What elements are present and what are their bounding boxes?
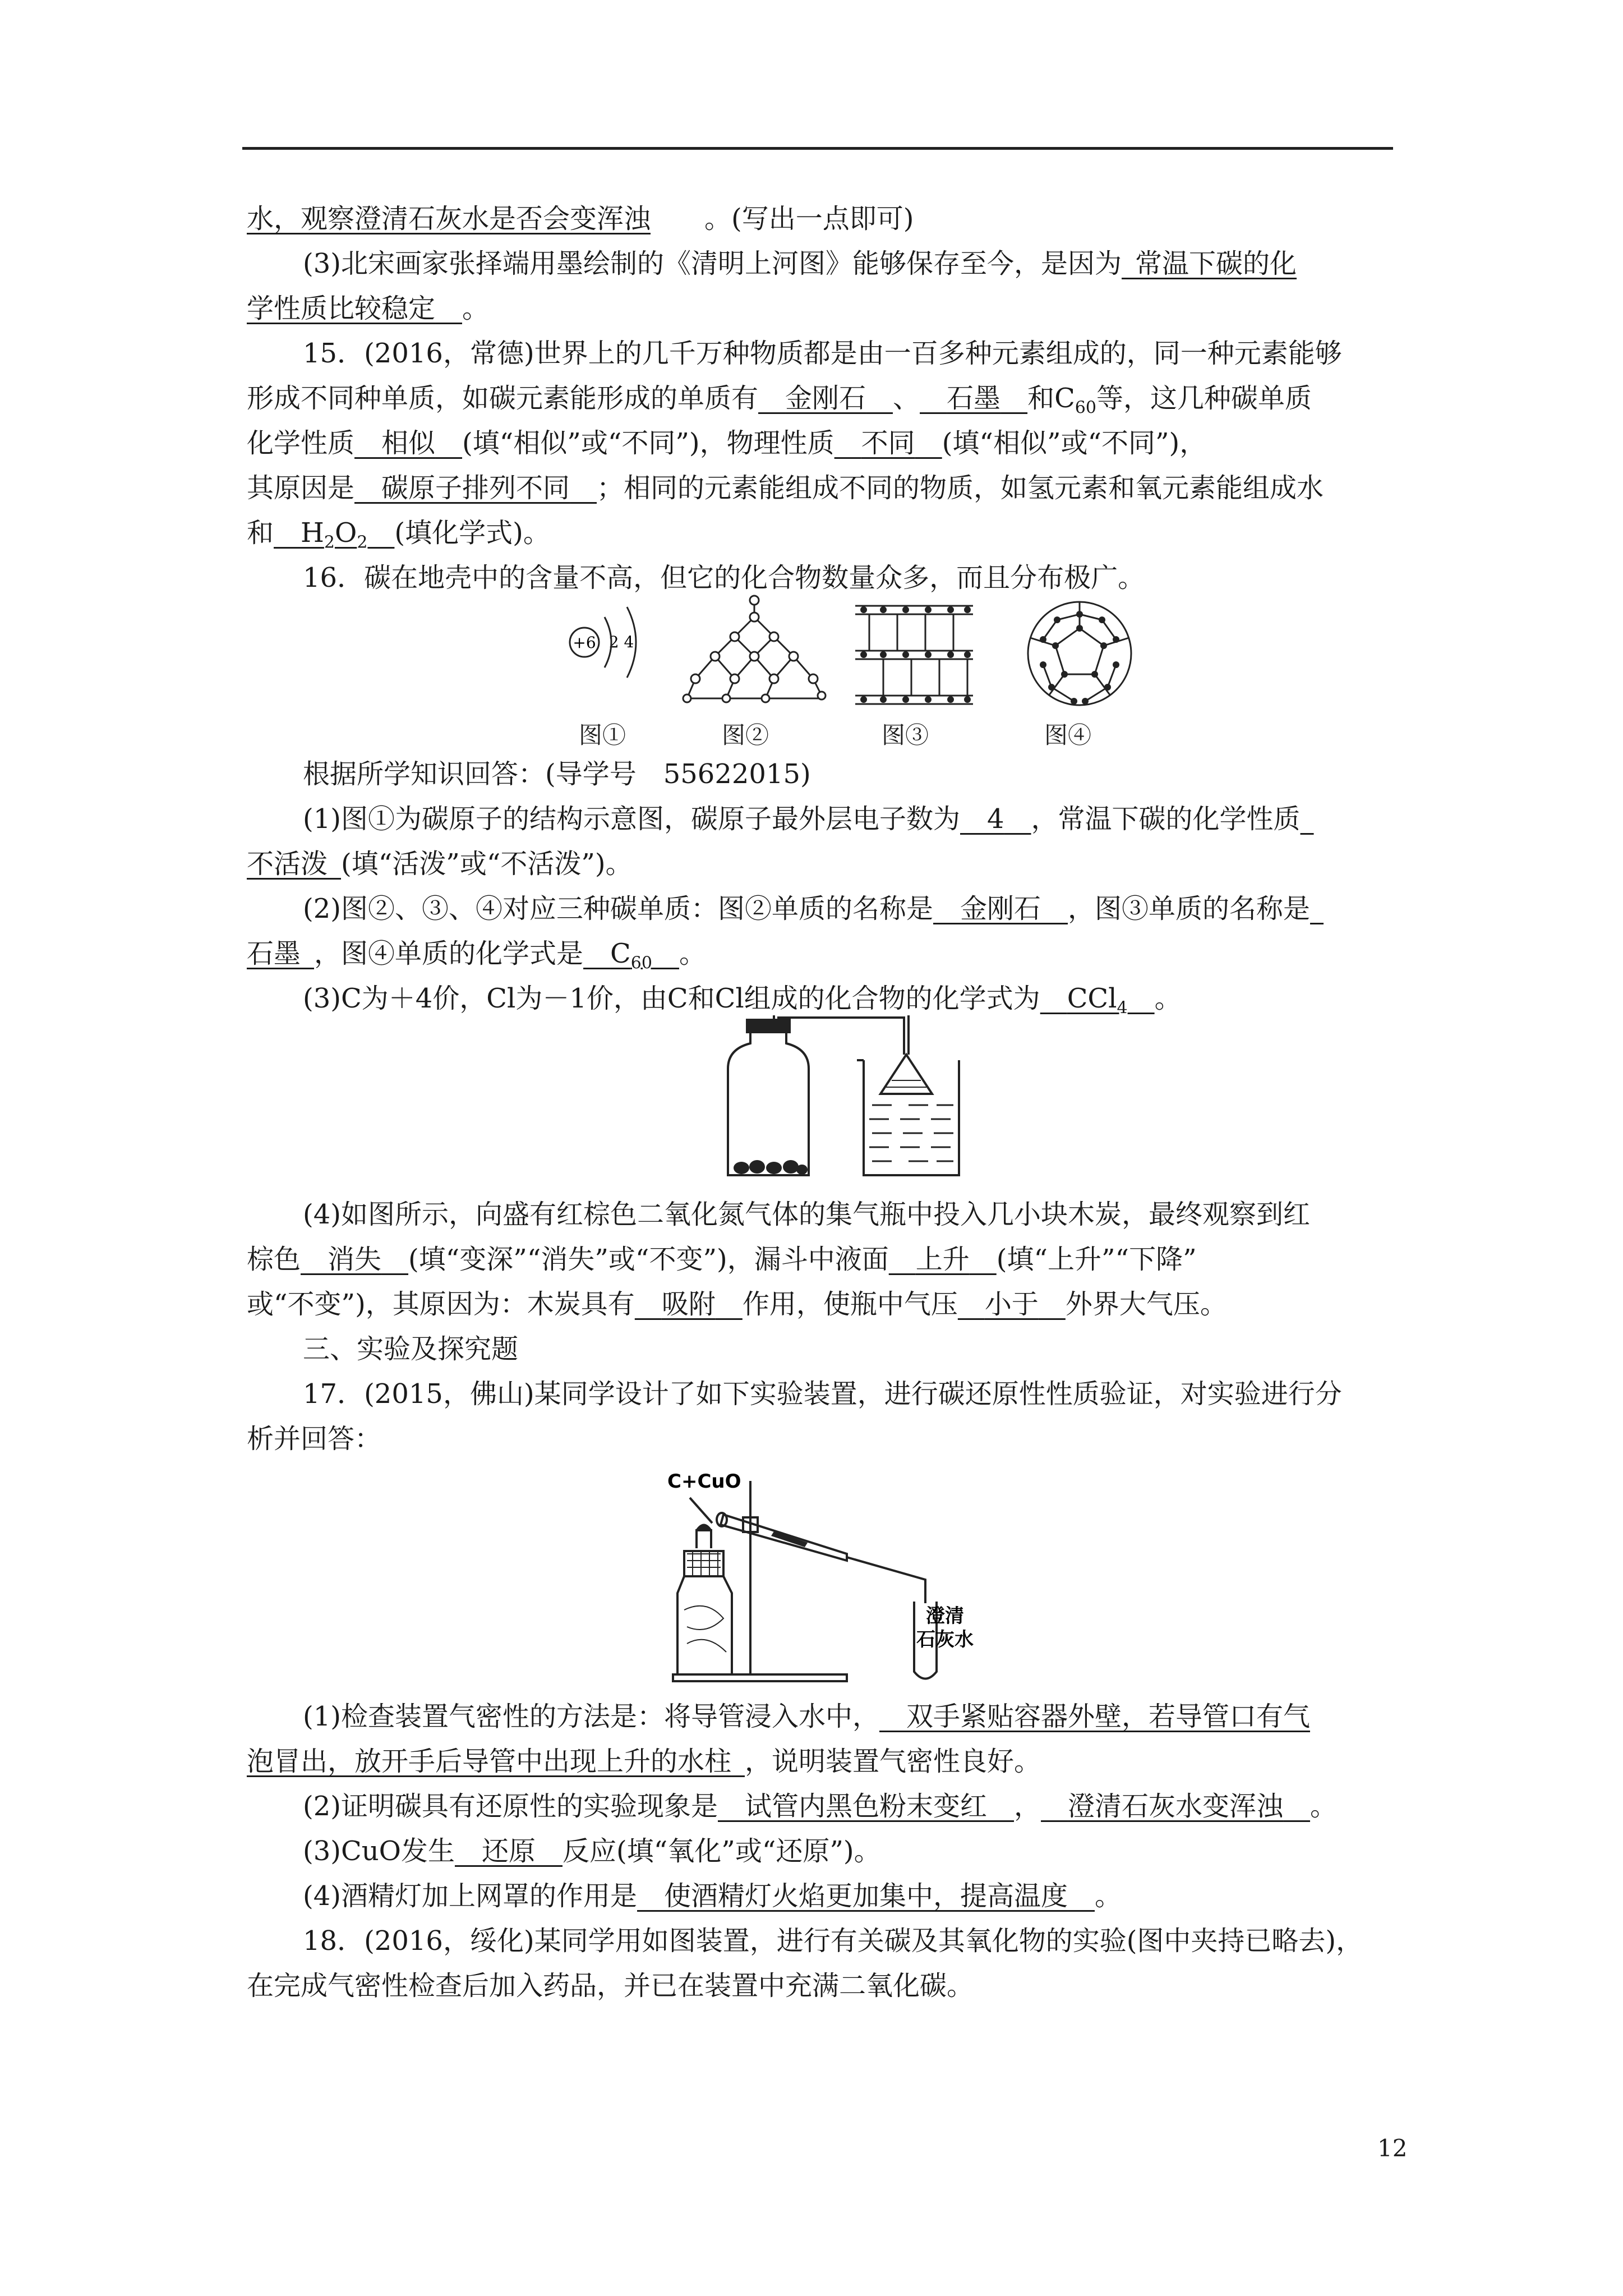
q15-line-1: 15．(2016，常德)世界上的几千万种物质都是由一百多种元素组成的，同一种元素能够	[303, 338, 1342, 369]
q15-line-5: 和 $H_2O_2$ (填化学式)。	[247, 517, 550, 553]
q17-line-2: 析并回答：	[247, 1423, 382, 1455]
answer: 澄清石灰水变浑浊	[1068, 1791, 1284, 1822]
answer: 碳原子排列不同	[381, 472, 570, 504]
answer: 双手紧贴容器外壁，若导管口有气	[906, 1701, 1311, 1732]
answer: 不同	[861, 427, 915, 459]
answer: 消失	[328, 1244, 382, 1275]
gas-bottle-apparatus-diagram	[723, 1015, 976, 1184]
figure-caption-3: 图③	[882, 721, 929, 749]
figure-caption-2: 图②	[722, 721, 769, 749]
c60-structure-diagram	[1023, 597, 1136, 710]
page-number: 12	[1377, 2134, 1408, 2162]
answer: 上升	[915, 1244, 970, 1275]
q16-p4-line-3: 或“不变”)，其原因为：木炭具有 吸附 作用，使瓶中气压 小于 外界大气压。	[247, 1289, 1227, 1320]
answer: 金刚石	[785, 383, 866, 414]
diamond-structure-diagram	[681, 595, 827, 707]
q15-line-3: 化学性质 相似 (填“相似”或“不同”)，物理性质 不同 (填“相似”或“不同”)，	[247, 427, 1207, 459]
shell-electrons: 2 4	[608, 633, 634, 651]
answer: 4	[987, 803, 1004, 835]
answer: 学性质比较稳定	[247, 293, 436, 324]
q17-p1-line-2: 泡冒出，放开手后导管中出现上升的水柱 ，说明装置气密性良好。	[247, 1746, 1041, 1777]
charcoal-pieces	[734, 1160, 808, 1175]
q18-line-1: 18．(2016，绥化)某同学用如图装置，进行有关碳及其氧化物的实验(图中夹持已略去)，	[303, 1925, 1363, 1957]
q16-p1-line-2: 不活泼 (填“活泼”或“不活泼”)。	[247, 848, 633, 880]
answer: 水，观察澄清石灰水是否会变浑浊	[247, 203, 651, 234]
q14-line-2: (3)北宋画家张择端用墨绘制的《清明上河图》能够保存至今，是因为 常温下碳的化	[303, 248, 1297, 279]
carbon-reduction-apparatus-diagram	[662, 1464, 976, 1688]
q16-p2-line-1: (2)图②、③、④对应三种碳单质：图②单质的名称是 金刚石 ，图③单质的名称是	[303, 893, 1311, 924]
q14-line-3: 学性质比较稳定 。	[247, 293, 490, 324]
answer: 不活泼	[247, 848, 328, 880]
q16-line-1: 16．碳在地壳中的含量不高，但它的化合物数量众多，而且分布极广。	[303, 562, 1145, 593]
answer: 石墨	[247, 938, 301, 969]
graphite-structure-diagram	[852, 597, 976, 707]
q17-p2: (2)证明碳具有还原性的实验现象是 试管内黑色粉末变红 ， 澄清石灰水变浑浊 。	[303, 1791, 1338, 1822]
answer: 泡冒出，放开手后导管中出现上升的水柱	[247, 1746, 732, 1777]
answer: 使酒精灯火焰更加集中，提高温度	[664, 1880, 1068, 1912]
tube-label: C+CuO	[667, 1470, 741, 1493]
q17-p4: (4)酒精灯加上网罩的作用是 使酒精灯火焰更加集中，提高温度 。	[303, 1880, 1122, 1912]
header-rule	[242, 147, 1393, 150]
answer: 常温下碳的化	[1135, 248, 1297, 279]
nucleus-charge: +6	[573, 633, 596, 652]
q17-p1-line-1: (1)检查装置气密性的方法是：将导管浸入水中， 双手紧贴容器外壁，若导管口有气	[303, 1701, 1311, 1732]
q14-line-1: 水，观察澄清石灰水是否会变浑浊 。(写出一点即可)	[247, 203, 914, 234]
q18-line-2: 在完成气密性检查后加入药品，并已在装置中充满二氧化碳。	[247, 1970, 974, 2001]
answer: 石墨	[947, 383, 1001, 414]
q16-p1-line-1: (1)图①为碳原子的结构示意图，碳原子最外层电子数为 4 ，常温下碳的化学性质	[303, 803, 1301, 835]
wire-mesh	[684, 1551, 726, 1652]
answer: 金刚石	[960, 893, 1041, 924]
limewater-label-2: 石灰水	[916, 1628, 974, 1651]
water-lines	[869, 1105, 953, 1161]
carbon-atom-structure-diagram	[561, 606, 662, 701]
answer: 试管内黑色粉末变红	[745, 1791, 988, 1822]
answer: 吸附	[661, 1289, 716, 1320]
q17-p3: (3)CuO发生 还原 反应(填“氧化”或“还原”)。	[303, 1835, 881, 1867]
q16-p4-line-2: 棕色 消失 (填“变深”“消失”或“不变”)，漏斗中液面 上升 (填“上升”“下降”	[247, 1244, 1197, 1275]
q17-line-1: 17．(2015，佛山)某同学设计了如下实验装置，进行碳还原性性质验证，对实验进行分	[303, 1378, 1342, 1410]
answer: 还原	[482, 1835, 536, 1867]
figure-caption-4: 图④	[1044, 721, 1092, 749]
q16-p4-line-1: (4)如图所示，向盛有红棕色二氧化氮气体的集气瓶中投入几小块木炭，最终观察到红	[303, 1199, 1310, 1230]
limewater-label-1: 澄清	[926, 1605, 964, 1627]
answer: CCl	[1067, 983, 1117, 1014]
q16-intro: 根据所学知识回答：(导学号 55622015)	[303, 758, 811, 790]
answer: C	[610, 938, 631, 969]
answer: 相似	[381, 427, 436, 459]
q15-line-4: 其原因是 碳原子排列不同 ；相同的元素能组成不同的物质，如氢元素和氧元素能组成水	[247, 472, 1324, 504]
q15-line-2: 形成不同种单质，如碳元素能形成的单质有 金刚石 、 石墨 和$C_{60}$等，这几种碳单质	[247, 383, 1312, 418]
section-heading: 三、实验及探究题	[303, 1333, 519, 1365]
figure-caption-1: 图①	[579, 721, 626, 749]
q16-p2-line-2: 石墨 ，图④单质的化学式是 $C_{60}$ 。	[247, 938, 706, 973]
q16-p3: (3)C为＋4价，Cl为－1价，由C和Cl组成的化合物的化学式为 CCl$_4$ 。	[303, 983, 1182, 1018]
answer: 小于	[984, 1289, 1039, 1320]
